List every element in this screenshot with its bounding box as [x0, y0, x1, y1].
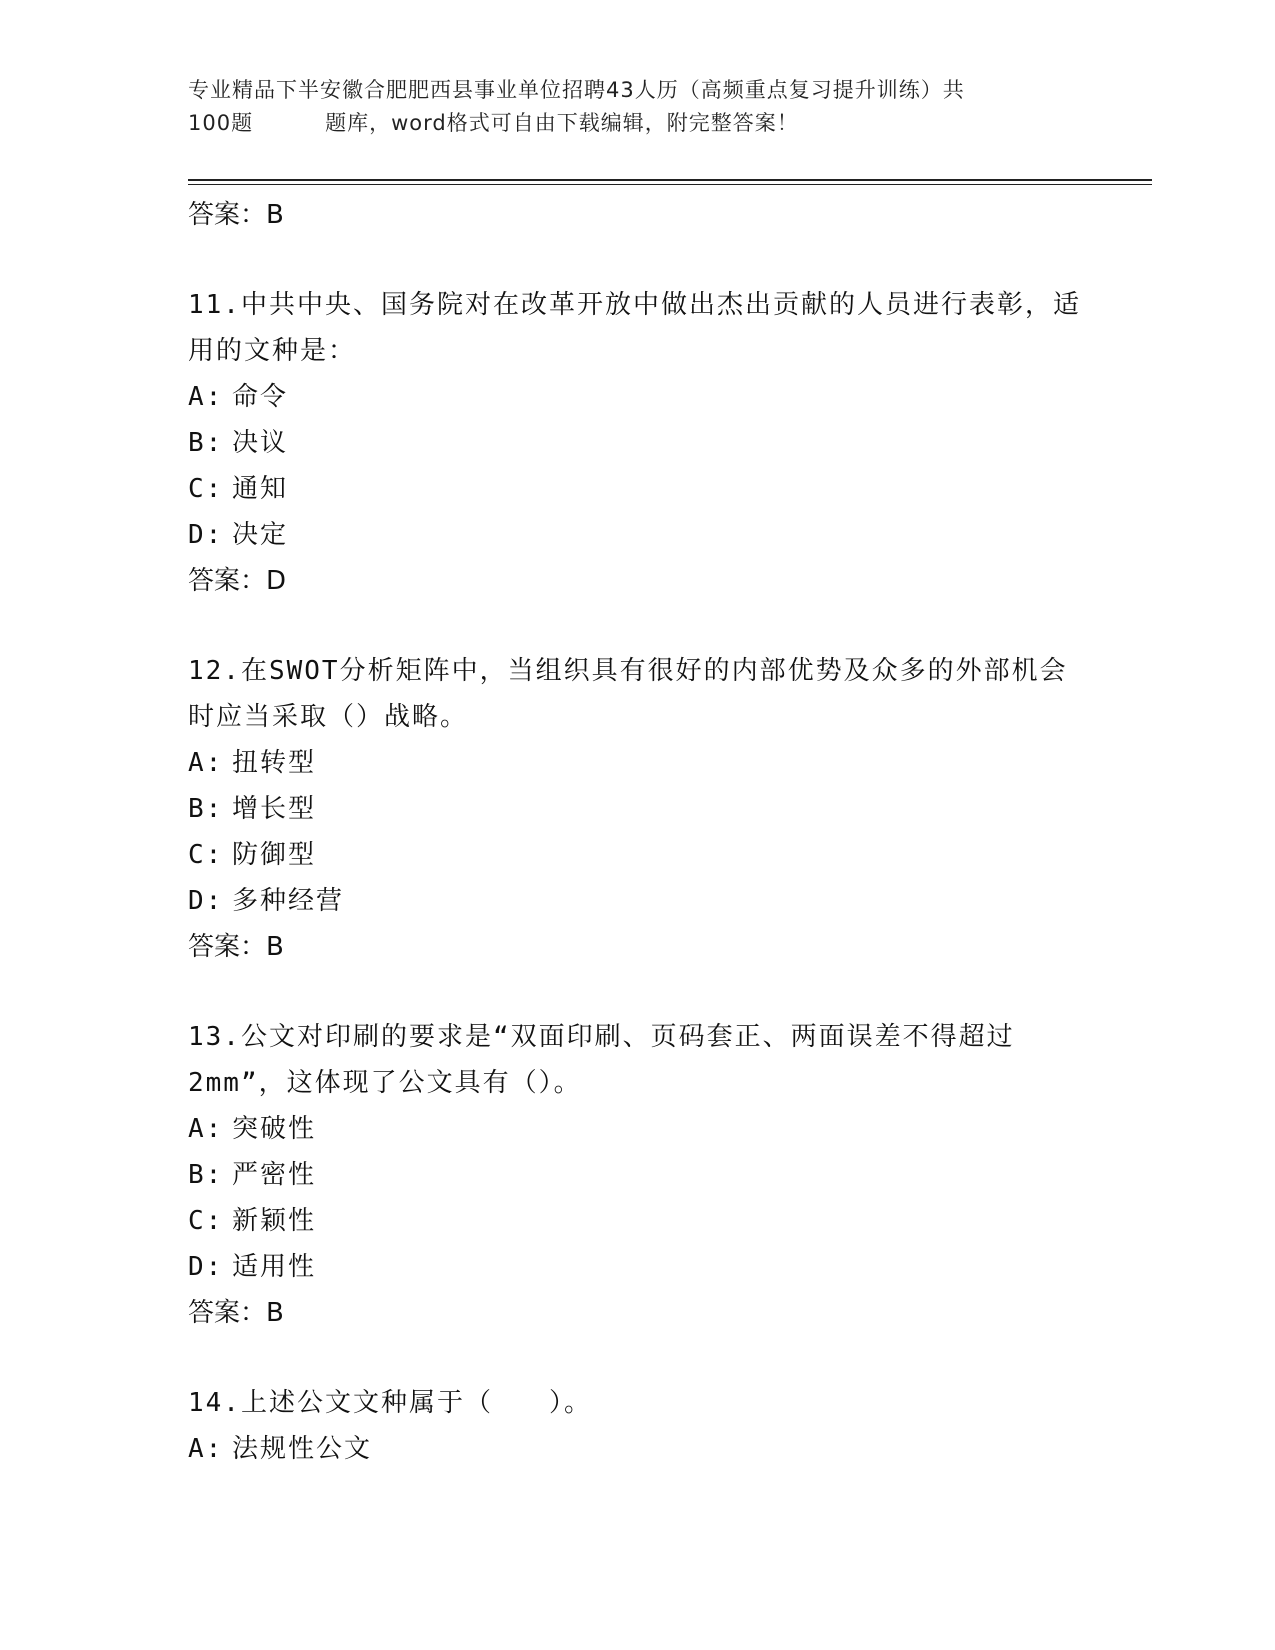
option-letter: D:	[188, 520, 224, 550]
option-letter: D:	[188, 1252, 224, 1282]
header-title-line2	[188, 107, 1088, 140]
option-letter: C:	[188, 1206, 224, 1236]
question-block	[188, 282, 1088, 604]
question-text: 14.上述公文文种属于（ ）。	[188, 1388, 592, 1418]
option-text: 通知	[232, 474, 289, 504]
answer-line: 答案：B	[188, 200, 284, 230]
answer-line: 答案：B	[188, 1298, 284, 1328]
question-list	[188, 192, 1088, 1472]
page-header	[188, 74, 1088, 140]
option-letter: B:	[188, 428, 224, 458]
header-count: 100题	[188, 111, 254, 135]
option-text: 增长型	[232, 794, 317, 824]
option-text: 防御型	[232, 840, 317, 870]
option-b	[188, 420, 1088, 466]
option-letter: A:	[188, 1434, 224, 1464]
header-subtitle: 题库，word格式可自由下载编辑，附完整答案！	[325, 111, 799, 135]
option-letter: C:	[188, 840, 224, 870]
question-text: 13.公文对印刷的要求是“双面印刷、页码套正、两面误差不得超过2mm”，这体现了公文具有（）。	[188, 1022, 1015, 1098]
answer-line: 答案：B	[188, 932, 284, 962]
option-text: 多种经营	[232, 886, 345, 916]
question-text: 11.中共中央、国务院对在改革开放中做出杰出贡献的人员进行表彰，适用的文种是：	[188, 290, 1081, 366]
option-b	[188, 786, 1088, 832]
header-title-line1: 专业精品下半安徽合肥肥西县事业单位招聘43人历（高频重点复习提升训练）共	[188, 78, 965, 102]
option-a	[188, 1106, 1088, 1152]
option-letter: A:	[188, 1114, 224, 1144]
option-text: 严密性	[232, 1160, 317, 1190]
option-a	[188, 740, 1088, 786]
option-d	[188, 512, 1088, 558]
option-letter: C:	[188, 474, 224, 504]
option-c	[188, 832, 1088, 878]
option-text: 突破性	[232, 1114, 317, 1144]
option-letter: A:	[188, 748, 224, 778]
option-b	[188, 1152, 1088, 1198]
option-text: 新颖性	[232, 1206, 317, 1236]
option-text: 决议	[232, 428, 289, 458]
option-text: 适用性	[232, 1252, 317, 1282]
option-letter: B:	[188, 1160, 224, 1190]
question-block	[188, 648, 1088, 970]
header-divider	[188, 179, 1152, 181]
option-text: 法规性公文	[232, 1434, 373, 1464]
question-block	[188, 1014, 1088, 1336]
option-a	[188, 1426, 1088, 1472]
option-letter: A:	[188, 382, 224, 412]
option-d	[188, 1244, 1088, 1290]
question-text: 12.在SWOT分析矩阵中，当组织具有很好的内部优势及众多的外部机会时应当采取（）战略。	[188, 656, 1068, 732]
option-a	[188, 374, 1088, 420]
option-text: 决定	[232, 520, 289, 550]
option-letter: D:	[188, 886, 224, 916]
option-text: 命令	[232, 382, 289, 412]
answer-line: 答案：D	[188, 566, 287, 596]
question-block	[188, 1380, 1088, 1472]
option-c	[188, 1198, 1088, 1244]
option-c	[188, 466, 1088, 512]
option-d	[188, 878, 1088, 924]
option-text: 扭转型	[232, 748, 317, 778]
option-letter: B:	[188, 794, 224, 824]
header-divider-thin	[188, 184, 1152, 185]
